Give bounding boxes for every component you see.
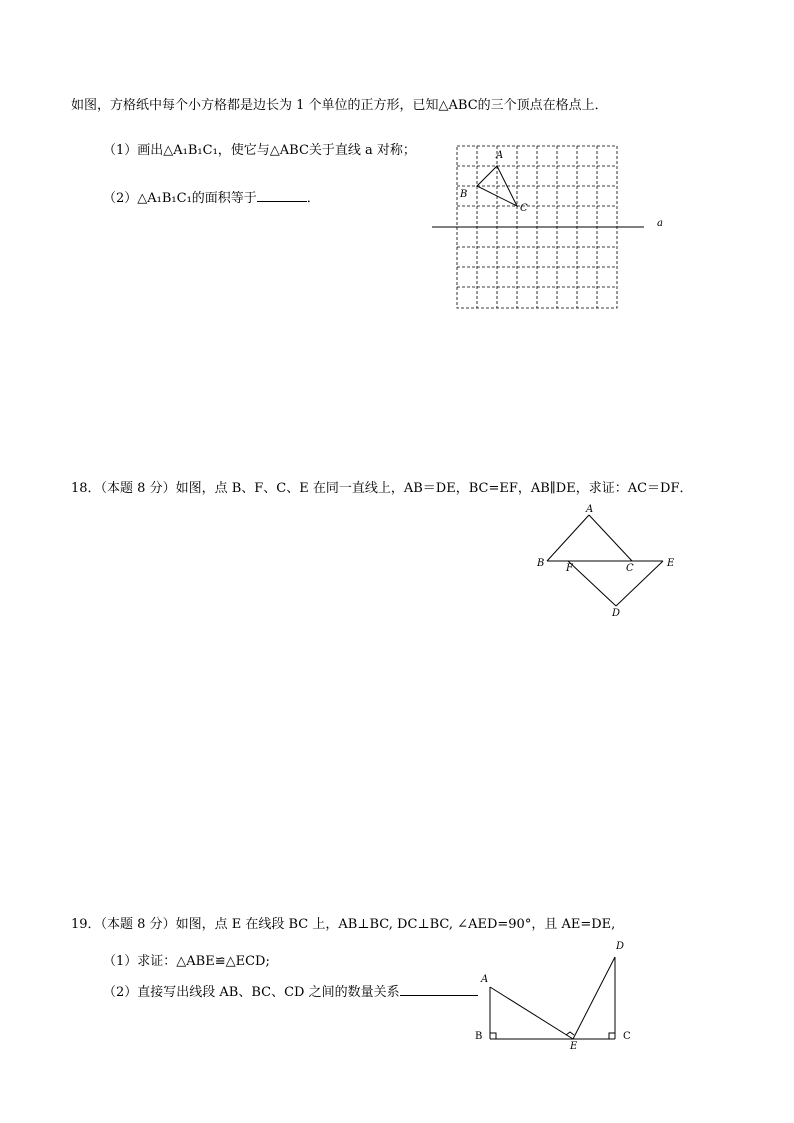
label-a: A: [496, 150, 504, 161]
q17-intro: 如图，方格纸中每个小方格都是边长为 1 个单位的正方形，已知△ABC的三个顶点在格点上．: [71, 98, 608, 113]
q17-grid-figure: [420, 140, 680, 320]
q17-part2-text: （2）△A₁B₁C₁的面积等于: [103, 191, 257, 206]
label-d: D: [616, 941, 625, 952]
label-c: C: [520, 203, 528, 214]
label-c: C: [623, 1031, 631, 1042]
q17-answer-blank[interactable]: [257, 189, 307, 202]
label-f: F: [566, 563, 573, 574]
label-b: B: [475, 1031, 483, 1042]
q19-answer-blank[interactable]: [400, 983, 478, 996]
q17-part2: [103, 189, 320, 208]
q19-figure: [470, 935, 640, 1055]
label-a: A: [481, 974, 489, 985]
q17-part1: （1）画出△A₁B₁C₁，使它与△ABC关于直线 a 对称；: [103, 143, 416, 158]
q18-text: 18．（本题 8 分）如图，点 B、F、C、E 在同一直线上，AB＝DE，BC=EF，AB∥DE，求证：AC＝DF．: [71, 481, 693, 496]
label-b: B: [537, 558, 545, 569]
label-b: B: [460, 189, 468, 200]
label-c: C: [626, 563, 634, 574]
label-e: E: [570, 1041, 578, 1052]
q18-figure: [530, 500, 680, 620]
q19-part2-text: （2）直接写出线段 AB、BC、CD 之间的数量关系: [103, 985, 400, 1000]
q19-part2: [103, 983, 478, 1002]
label-line-a: a: [657, 218, 663, 229]
q17-part2-end: ．: [306, 191, 320, 206]
q19-text: 19．（本题 8 分）如图，点 E 在线段 BC 上，AB⊥BC, DC⊥BC, ∠AED=90°，且 AE=DE,: [71, 917, 616, 932]
label-e: E: [667, 558, 675, 569]
label-a: A: [586, 504, 594, 515]
q19-part1: （1）求证：△ABE≌△ECD;: [103, 954, 270, 969]
label-d: D: [612, 608, 621, 619]
